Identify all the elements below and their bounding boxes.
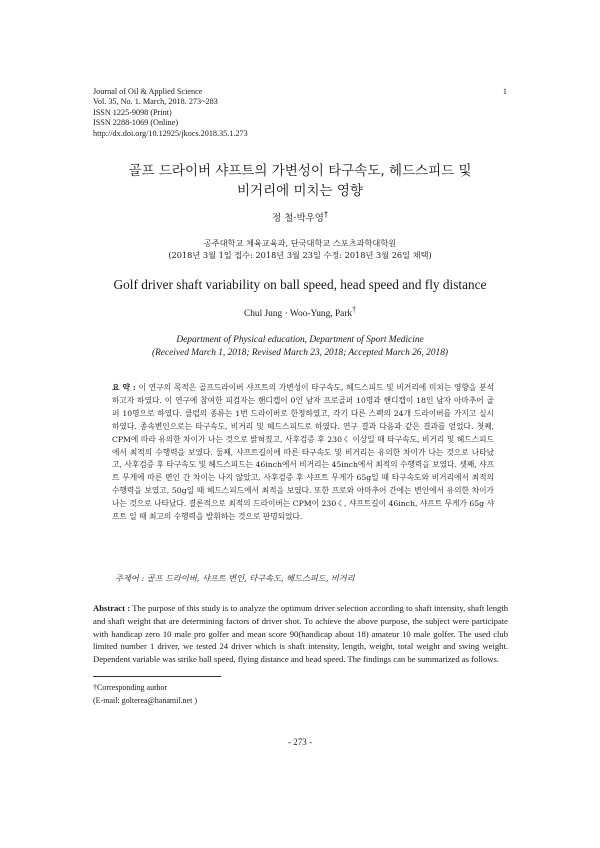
korean-affiliation <box>0 238 600 261</box>
korean-abstract-label: 요 약 : <box>112 383 136 392</box>
english-authors: Chul Jung · Woo-Yung, Park† <box>243 305 357 320</box>
korean-keywords: 주제어 : 골프 드라이버, 샤프트 변인, 타구속도, 헤드스피드, 비거리 <box>115 573 355 583</box>
korean-title-line1: 골프 드라이버 샤프트의 가변성이 타구속도, 헤드스피드 및 <box>128 163 472 179</box>
korean-authors: 정 철·박우영† <box>272 210 328 225</box>
english-abstract <box>93 602 508 666</box>
english-affiliation-names: Department of Physical education, Department of Sport Medicine <box>176 335 424 345</box>
korean-abstract-text: 이 연구의 목적은 골프드라이버 샤프트의 가변성이 타구속도, 헤드스피드 및 비거리에 미치는 영향을 분석하고자 하였다. 이 연구에 참여한 피검자는 핸디캡이 0인 남자 프로골퍼 10명과 핸디캡이 18인 남자 아마추어 골퍼 10명으로 하였다. 클럽의 종류는 1번 드라이버로 한정하였고, 각기 다른 스펙의 24개 드라이버를 가지고 실시하였다. 종속변인으로는 타구속도, 비거리 및 헤드스피드로 하였다. 연구 결과 다음과 같은 결과를 얻었다. 첫째, CPM에 따라 유의한 차이가 나는 것으로 밝혀졌고, 사후검증 후 230く 이상일 때 타구속도, 비거리 및 헤드스피드에서 최적의 수행력을 보였다. 둘째, 샤프트길이에 따른 타구속도 및 비거리는 유의한 차이가 나는 것으로 나타났고, 사후검증 후 타구속도 및 헤드스피드는 46inch에서 비거리는 45inch에서 최적의 수행력을 보였다. 셋째, 샤프트 무게에 따른 변인 간 차이는 나지 않았고, 사후검증 후 샤프트 무게가 65g일 때 타구속도와 비거리에서 최적의 수행력을 보였고, 50g일 때 헤드스피드에서 최적을 보였다. 또한 프로와 아마추어 간에는 변인에서 유의한 차이가 나는 것으로 나타났다. 결론적으로 최적의 드라이버는 CPM이 230く, 샤프트길이 46inch, 샤프트 무게가 65g 샤프트 일 때 최고의 수행력을 발휘하는 것으로 판명되었다. <box>112 383 494 522</box>
korean-affiliation-names: 공주대학교 체육교육과, 단국대학교 스포츠과학대학원 <box>203 238 397 248</box>
doi-link[interactable]: http://dx.doi.org/10.12925/jkocs.2018.35.1.273 <box>93 128 248 138</box>
english-affiliation <box>0 334 600 360</box>
english-dates: (Received March 1, 2018; Revised March 23, 2018; Accepted March 26, 2018) <box>151 348 449 358</box>
page-marker: 1 <box>502 87 507 96</box>
korean-abstract <box>112 382 494 524</box>
corresponding-author-note: †Corresponding author <box>93 683 167 692</box>
english-title: Golf driver shaft variability on ball speed, head speed and fly distance <box>113 277 487 292</box>
journal-name: Journal of Oil & Applied Science <box>93 87 203 96</box>
english-abstract-text: The purpose of this study is to analyze the optimum driver selection according to shaft intensity, shaft length and shaft weight that are determining factors of driver shot. To achieve the above purpose, the subject were participate with handicap zero 10 male pro golfer and mean score 90(handicap about 18) amateur 10 male golfer. The used club limited number 1 driver, we tested 24 driver which is shaft intensity, length, weight, total weight and swing weight. Dependent variable was strike ball speed, flying distance and head speed. The findings can be summarized as follows. <box>93 603 508 665</box>
issn-print: ISSN 1225-9098 (Print) <box>93 107 172 117</box>
issn-online: ISSN 2288-1069 (Online) <box>93 118 179 128</box>
author-email: (E-mail: golterea@hanamil.net ) <box>93 696 197 705</box>
page-number: - 273 - <box>288 737 312 747</box>
english-abstract-label: Abstract : <box>93 603 131 613</box>
journal-volume: Vol. 35, No. 1. March, 2018. 273~283 <box>93 97 218 107</box>
footnote <box>93 681 197 707</box>
korean-dates: (2018년 3월 1일 접수: 2018년 3월 23일 수정: 2018년 3월 26일 채택) <box>168 249 432 260</box>
korean-title <box>0 161 600 201</box>
journal-header <box>93 87 248 139</box>
footnote-divider <box>93 676 221 677</box>
korean-title-line2: 비거리에 미치는 영향 <box>237 183 363 199</box>
